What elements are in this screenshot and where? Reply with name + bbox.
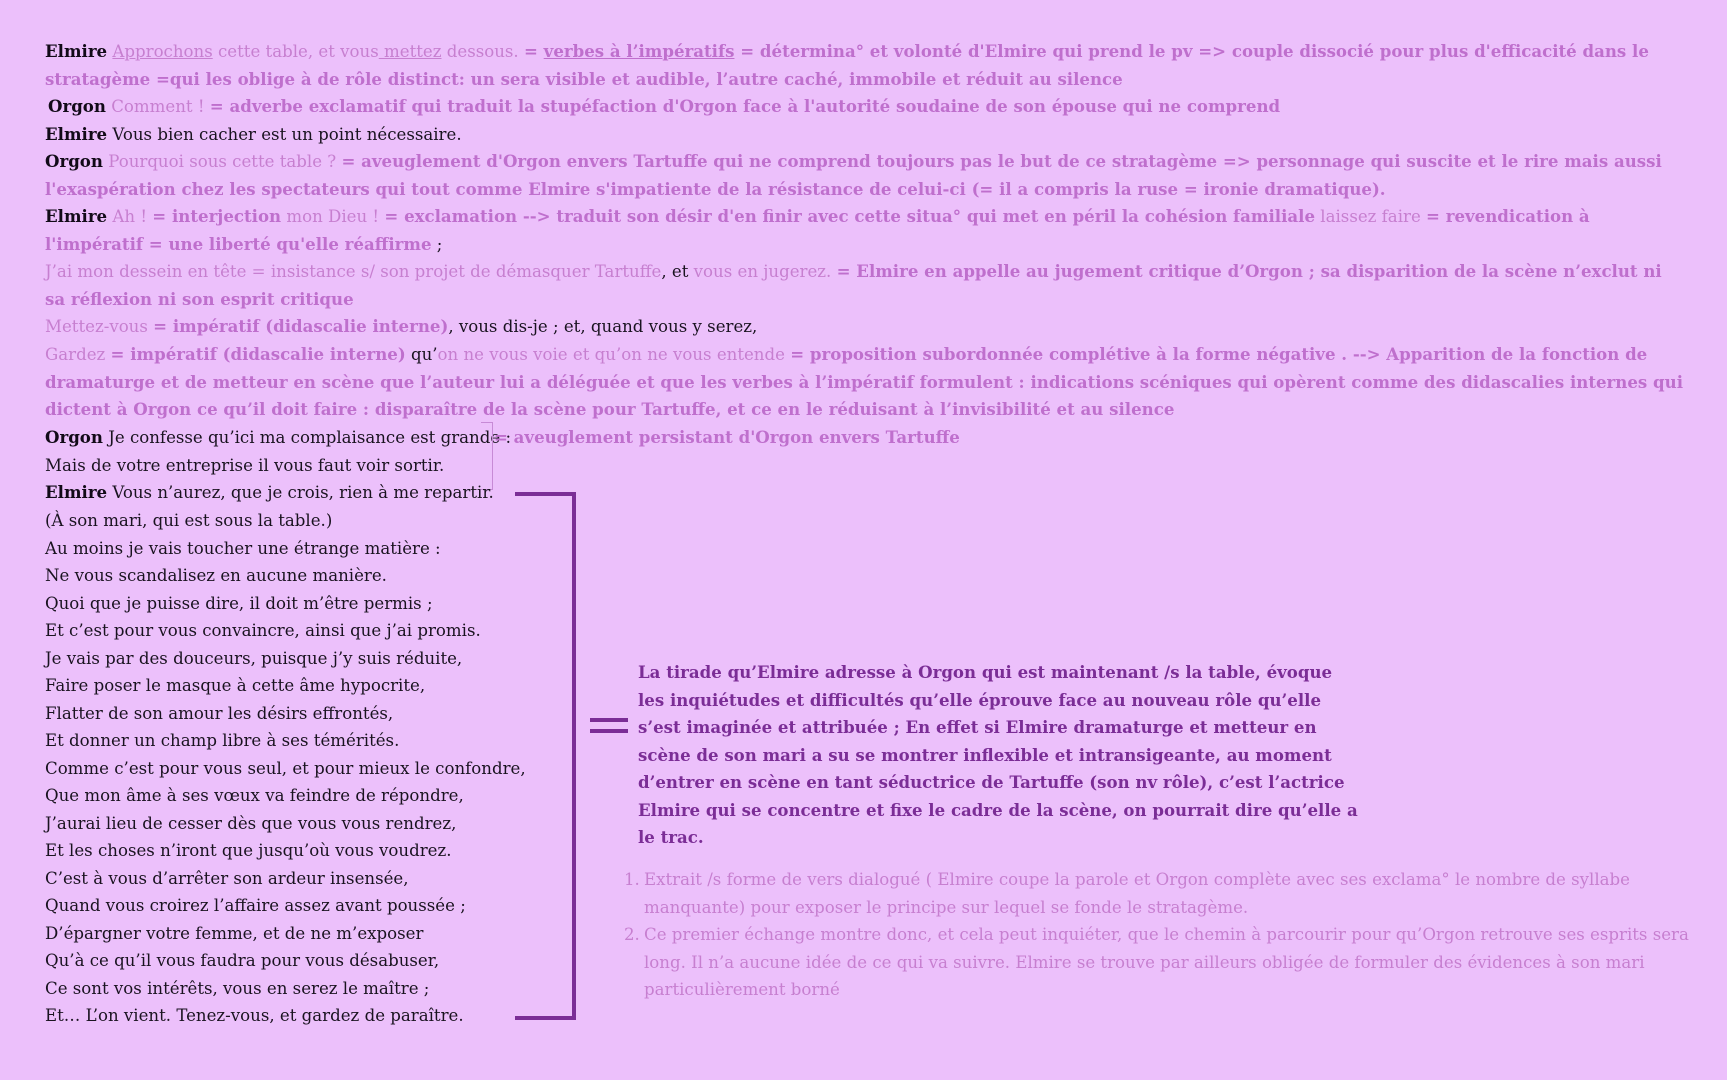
line-text: mon Dieu ! (281, 207, 385, 226)
verb-approchons: Approchons (112, 42, 213, 61)
verse-line: Quand vous croirez l’affaire assez avant poussée ; (45, 896, 466, 915)
dialogue-line-10: Mais de votre entreprise il vous faut voir sortir. (45, 456, 445, 475)
speaker-orgon: Orgon (45, 151, 103, 171)
speaker-elmire: Elmire (45, 206, 108, 226)
annotation-text: = adverbe exclamatif qui traduit la stupéfaction d'Orgon face à l'autorité soudaine de son épouse qui ne comprend (209, 96, 1281, 116)
verse-line: Qu’à ce qu’il vous faudra pour vous désabuser, (45, 951, 440, 970)
verse-line: Et… L’on vient. Tenez-vous, et gardez de paraître. (45, 1006, 464, 1025)
note-number: 2. (624, 925, 640, 944)
dialogue-line-6 (45, 258, 1685, 313)
dialogue-line-8 (45, 341, 1685, 424)
verse-line: Je vais par des douceurs, puisque j’y suis réduite, (45, 648, 463, 668)
line-text: cette table, et vous (212, 42, 379, 61)
notes-list (624, 866, 1704, 1004)
annotation-text: = impératif (didascalie interne) (110, 344, 406, 364)
line-text: Mettez-vous (45, 317, 154, 336)
verse-line: Et donner un champ libre à ses témérités. (45, 731, 400, 750)
dialogue-line-5 (45, 203, 1685, 258)
annotation-text: = proposition subordonnée complétive à la forme négative . --> Apparition de la fonction de dramaturge et de metteur en scène que l’auteur lui a déléguée et que les verbes à l’impératif formulent : indications scéniques qui opèrent comme des didascalies internes qui dictent à Orgon ce qu’il doit faire : disparaître de la scène pour Tartuffe, et ce en le réduisant à l’invisibilité et au silence (45, 344, 1683, 419)
verse-line: Quoi que je puisse dire, il doit m’être permis ; (45, 593, 433, 613)
verse-line: C’est à vous d’arrêter son ardeur insensée, (45, 868, 409, 888)
speaker-elmire: Elmire (45, 482, 108, 502)
verse-line: D’épargner votre femme, et de ne m’exposer (45, 923, 424, 943)
speaker-elmire: Elmire (45, 124, 108, 144)
verse-line: Au moins je vais toucher une étrange matière : (45, 538, 441, 558)
verse-line: Faire poser le masque à cette âme hypocrite, (45, 676, 426, 695)
annotation-text: = Elmire en appelle au jugement critique d’Orgon ; sa disparition de la scène n’exclut ni sa réflexion ni son esprit critique (45, 261, 1662, 309)
dialogue-line-2 (48, 93, 1280, 121)
line-text: Gardez (45, 345, 111, 364)
line-text: , vous dis-je ; et, quand vous y serez, (448, 317, 758, 336)
line-text: Vous n’aurez, que je crois, rien à me repartir. (107, 483, 494, 502)
verse-line: (À son mari, qui est sous la table.) (45, 511, 333, 530)
note-item (624, 866, 1704, 921)
dialogue-line-7 (45, 313, 757, 341)
dialogue-line-1 (45, 38, 1685, 93)
verse-line: Flatter de son amour les désirs effrontés, (45, 703, 394, 723)
line-text: Je confesse qu’ici ma complaisance est grande : (102, 428, 512, 447)
line-text: vous en jugerez. (693, 262, 837, 281)
equals-annotation: = (523, 41, 544, 61)
line-text: J’ai mon dessein en tête = insistance s/ son projet de démasquer Tartuffe (45, 262, 662, 281)
line-text: Comment ! (111, 97, 210, 116)
verb-mettez: mettez (378, 42, 442, 61)
verse-line: Et c’est pour vous convaincre, ainsi que j’ai promis. (45, 621, 481, 640)
summary-paragraph: La tirade qu’Elmire adresse à Orgon qui est maintenant /s la table, évoque les inquiétudes et difficultés qu’elle éprouve face au nouveau rôle qu’elle s’est imaginée et attribuée ; En effet si Elmire dramaturge et metteur en scène de son mari a su se montrer inflexible et intransigeante, au moment d’entrer en scène en tant séductrice de Tartuffe (son nv rôle), c’est l’actrice Elmire qui se concentre et fixe le cadre de la scène, on pourrait dire qu’elle a le trac. (638, 662, 1358, 847)
note-item (624, 921, 1704, 1004)
annotation-text: = impératif (didascalie interne) (153, 316, 449, 336)
note-text: Extrait /s forme de vers dialogué ( Elmire coupe la parole et Orgon complète avec ses exclama° le nombre de syllabe manquante) pour exposer le principe sur lequel se fonde le stratagème. (644, 870, 1630, 917)
line-text: on ne vous voie et qu’on ne vous entende (437, 345, 791, 364)
annotation-text: = revendication à l'impératif = une liberté qu'elle réaffirme (45, 206, 1590, 254)
line-text: qu’ (405, 345, 438, 364)
speaker-elmire: Elmire (45, 41, 108, 61)
verse-line: Et les choses n’iront que jusqu’où vous voudrez. (45, 841, 452, 860)
annotation-text: = détermina° et volonté d'Elmire qui prend le pv => couple dissocié pour plus d'efficacité dans le stratagème =qui les oblige à de rôle distinct: un sera visible et audible, l’autre caché, immobile et réduit au silence (45, 41, 1649, 89)
verse-line: J’aurai lieu de cesser dès que vous vous rendrez, (45, 813, 457, 833)
verse-line: Ce sont vos intérêts, vous en serez le maître ; (45, 978, 430, 998)
line-text: Pourquoi sous cette table ? (102, 152, 342, 171)
annotation-text: = exclamation --> traduit son désir d'en finir avec cette situa° qui met en péril la cohésion familiale (384, 206, 1316, 226)
dialogue-line-11 (45, 479, 494, 507)
line-text: Ah ! (107, 207, 153, 226)
verse-line: Que mon âme à ses vœux va feindre de répondre, (45, 786, 464, 805)
annotation-text: = aveuglement d'Orgon envers Tartuffe qui ne comprend toujours pas le but de ce stratagème => personnage qui suscite et le rire mais aussi l'exaspération chez les spectateurs qui tout comme Elmire s'impatiente de la résistance de celui-ci (= il a compris la ruse = ironie dramatique). (45, 151, 1662, 199)
annotation-imperatifs: verbes à l’impératifs (543, 41, 735, 61)
dialogue-line-9 (45, 424, 511, 452)
bracket-large (515, 492, 576, 1020)
line-text: , et (661, 262, 694, 281)
line-text: ; (431, 234, 443, 254)
speaker-orgon: Orgon (45, 427, 103, 447)
line-text: laissez faire (1315, 207, 1427, 226)
verse-line: Ne vous scandalisez en aucune manière. (45, 566, 387, 585)
note-number: 1. (624, 870, 640, 889)
equals-sign (590, 718, 628, 735)
dialogue-line-4 (45, 148, 1685, 203)
note-text: Ce premier échange montre donc, et cela peut inquiéter, que le chemin à parcourir pour qu’Orgon retrouve ses esprits sera long. Il n’a aucune idée de ce qui va suivre. Elmire se trouve par ailleurs obligée de formuler des évidences à son mari particulièrement borné (644, 925, 1689, 999)
annotation-aveuglement: = aveuglement persistant d'Orgon envers Tartuffe (494, 427, 960, 447)
annotation-text: = interjection (152, 206, 282, 226)
speaker-orgon: Orgon (48, 96, 106, 116)
line-text: Vous bien cacher est un point nécessaire. (107, 125, 462, 144)
line-text: dessous. (441, 42, 524, 61)
verse-line: Comme c’est pour vous seul, et pour mieux le confondre, (45, 758, 526, 778)
dialogue-line-3 (45, 121, 462, 149)
